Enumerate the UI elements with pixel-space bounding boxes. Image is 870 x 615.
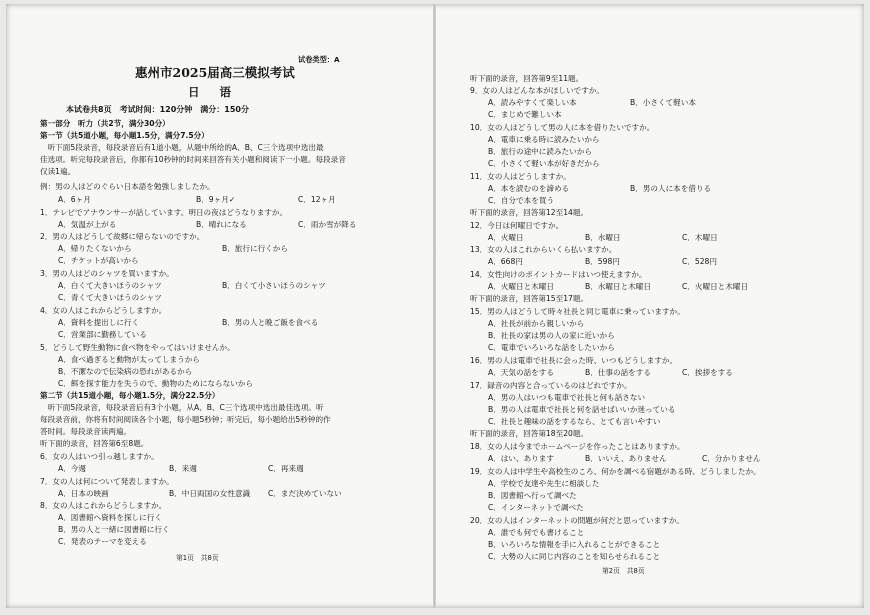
option-c: C．発表のテーマを変える (58, 537, 147, 546)
question-text: 13．女の人はこれからいくら払いますか。 (470, 245, 617, 254)
option-c: C．電車でいろいろな話をしたいから (488, 343, 615, 352)
question-text: 4．女の人はこれからどうしますか。 (40, 306, 167, 315)
instruction-line: 佳选项。听完每段录音后，你都有10秒钟的时间来回答有关小题和阅读下一小题。每段录音 (40, 155, 346, 164)
option-c: C．チケットが高いから (58, 256, 139, 265)
option-c: C．小さくて軽い本が好きだから (488, 159, 600, 168)
option-a: A．男の人はいつも電車で社長と何も話さない (488, 393, 646, 402)
option-a: A．6ヶ月 (58, 195, 91, 204)
question-text: 15．男の人はどうして時々社長と同じ電車に乗っていますか。 (470, 307, 685, 316)
listening-instruction: 听下面的录音，回答第6至8题。 (40, 439, 149, 448)
option-b: B．いいえ、ありません (585, 454, 667, 463)
exam-title: 惠州市2025届高三模拟考试 (135, 65, 295, 80)
option-a: A．はい、あります (488, 454, 554, 463)
option-a: A．本を読むのを諦める (488, 184, 570, 193)
option-b: B．小さくて軽い本 (630, 98, 696, 107)
option-a: A．帰りたくないから (58, 244, 132, 253)
instruction-line: 答时间。每段录音读两遍。 (40, 427, 132, 436)
option-c: C．528円 (682, 257, 717, 266)
option-b: B．男の人に本を借りる (630, 184, 712, 193)
question-text: 19．女の人は中学生や高校生のころ、何かを調べる宿題がある時、どうしましたか。 (470, 467, 761, 476)
option-b: B．仕事の話をする (585, 368, 651, 377)
option-a: A．668円 (488, 257, 523, 266)
question-text: 3．男の人はどのシャツを買いますか。 (40, 269, 174, 278)
page-footer: 第2页 共8页 (602, 567, 645, 575)
option-a: A．読みやすくて楽しい本 (488, 98, 577, 107)
part-heading: 第一部分 听力（共2节，满分30分） (40, 119, 170, 128)
option-c: C．まだ決めていない (268, 489, 342, 498)
option-c: C．雨か雪が降る (298, 220, 357, 229)
option-b: B．水曜日 (585, 233, 621, 242)
question-text: 12．今日は何曜日ですか。 (470, 221, 564, 230)
question-text: 20．女の人はインターネットの問題が何だと思っていますか。 (470, 516, 685, 525)
option-c: C．青くて大きいほうのシャツ (58, 293, 162, 302)
option-c: C．営業部に勤務している (58, 330, 147, 339)
instruction-line: 听下面5段录音，每段录音后有3个小题，从A、B、C三个选项中选出最佳选项。听 (40, 403, 324, 412)
option-c: C．インターネットで調べた (488, 503, 584, 512)
option-a: A．資料を提出しに行く (58, 318, 140, 327)
page-footer: 第1页 共8页 (176, 554, 219, 562)
option-b: B．中日両国の女性意識 (169, 489, 251, 498)
option-c: C．大勢の人に同じ内容のことを知らせられること (488, 552, 661, 561)
option-a: A．図書館へ資料を探しに行く (58, 513, 162, 522)
option-a: A．誰でも何でも書けること (488, 528, 585, 537)
option-a: A．白くて大きいほうのシャツ (58, 281, 162, 290)
question-text: 5．どうして野生動物に食べ物をやってはいけませんか。 (40, 343, 235, 352)
option-b: B．男の人と一緒に図書館に行く (58, 525, 170, 534)
option-c: C．餌を探す能力を失うので、動物のためにならないから (58, 379, 253, 388)
question-text: 18．女の人は今までホームページを作ったことはありますか。 (470, 442, 685, 451)
option-b: B．白くて小さいほうのシャツ (222, 281, 326, 290)
option-c: C．木曜日 (682, 233, 718, 242)
option-b: B．不潔なので伝染病の恐れがあるから (58, 367, 193, 376)
listening-instruction: 听下面的录音，回答第12至14题。 (470, 208, 589, 217)
question-text: 14．女性向けのポイントカードはいつ使えますか。 (470, 270, 647, 279)
paper-type-label: 试卷类型：A (298, 55, 340, 64)
question-text: 11．女の人はどうしますか。 (470, 172, 571, 181)
question-text: 2．男の人はどうして故郷に帰らないのですか。 (40, 232, 205, 241)
option-b: B．いろいろな情報を手に入れることができること (488, 540, 661, 549)
option-c: C．分かりません (702, 454, 761, 463)
option-c: C．社長と趣味の話をするなら、とても言いやすい (488, 417, 661, 426)
option-a: A．火曜日と木曜日 (488, 282, 554, 291)
option-a: A．食べ過ぎると動物が太ってしまうから (58, 355, 200, 364)
option-c: C．挨拶をする (682, 368, 733, 377)
option-a: A．天気の話をする (488, 368, 554, 377)
question-text: 8．女の人はこれからどうしますか。 (40, 501, 167, 510)
option-b: B．9ヶ月✓ (196, 195, 236, 204)
option-c: C．12ヶ月 (298, 195, 336, 204)
option-a: A．電車に乗る時に読みたいから (488, 135, 600, 144)
question-text: 7．女の人は何について発表しますか。 (40, 477, 174, 486)
option-b: B．男の人と晩ご飯を食べる (222, 318, 319, 327)
page-fold (433, 4, 436, 608)
listening-instruction: 听下面的录音，回答第9至11题。 (470, 74, 584, 83)
left-page (40, 0, 425, 615)
option-a: A．今週 (58, 464, 86, 473)
option-c: C．まじめで難しい本 (488, 110, 562, 119)
option-b: B．図書館へ行って調べた (488, 491, 577, 500)
instruction-line: 每段录音前，你将有时间阅读各个小题，每小题5秒钟；听完后，每小题给出5秒钟的作 (40, 415, 331, 424)
question-text: 10．女の人はどうして男の人に本を借りたいですか。 (470, 123, 655, 132)
right-page (470, 0, 855, 615)
instruction-line: 仅读1遍。 (40, 167, 76, 176)
question-text: 16．男の人は電車で社長に会った時、いつもどうしますか。 (470, 356, 678, 365)
option-a: A．日本の映画 (58, 489, 109, 498)
exam-info: 本试卷共8页 考试时间：120分钟 满分：150分 (66, 105, 249, 114)
option-b: B．来週 (169, 464, 197, 473)
option-c: C．再来週 (268, 464, 304, 473)
option-a: A．火曜日 (488, 233, 524, 242)
option-b: B．598円 (585, 257, 620, 266)
instruction-line: 听下面5段录音，每段录音后有1道小题，从题中所给的A、B、C三个选项中选出最 (40, 143, 324, 152)
option-b: B．社長の家は男の人の家に近いから (488, 331, 615, 340)
listening-instruction: 听下面的录音，回答第18至20题。 (470, 429, 589, 438)
option-b: B．旅行の途中に読みたいから (488, 147, 592, 156)
section-heading: 第二节（共15道小题，每小题1.5分，满分22.5分） (40, 391, 220, 400)
option-b: B．男の人は電車で社長と何を話せばいいか迷っている (488, 405, 676, 414)
option-c: C．自分で本を買う (488, 196, 555, 205)
option-b: B．旅行に行くから (222, 244, 288, 253)
listening-instruction: 听下面的录音，回答第15至17题。 (470, 294, 589, 303)
option-b: B．水曜日と木曜日 (585, 282, 651, 291)
question-text: 17．録音の内容と合っているのはどれですか。 (470, 381, 632, 390)
question-text: 9．女の人はどんな本がほしいですか。 (470, 86, 604, 95)
option-a: A．気温が上がる (58, 220, 117, 229)
section-heading: 第一节（共5道小题，每小题1.5分，满分7.5分） (40, 131, 209, 140)
question-text: 1．テレビでアナウンサーが話しています。明日の夜はどうなりますか。 (40, 208, 288, 217)
subject-title: 日 语 (188, 85, 240, 99)
question-text: 例：男の人はどのぐらい日本語を勉強しましたか。 (40, 182, 215, 191)
option-c: C．火曜日と木曜日 (682, 282, 749, 291)
option-a: A．社長が前から親しいから (488, 319, 585, 328)
question-text: 6．女の人はいつ引っ越しますか。 (40, 452, 159, 461)
option-a: A．学校で友達や先生に相談した (488, 479, 600, 488)
option-b: B．晴れになる (196, 220, 247, 229)
